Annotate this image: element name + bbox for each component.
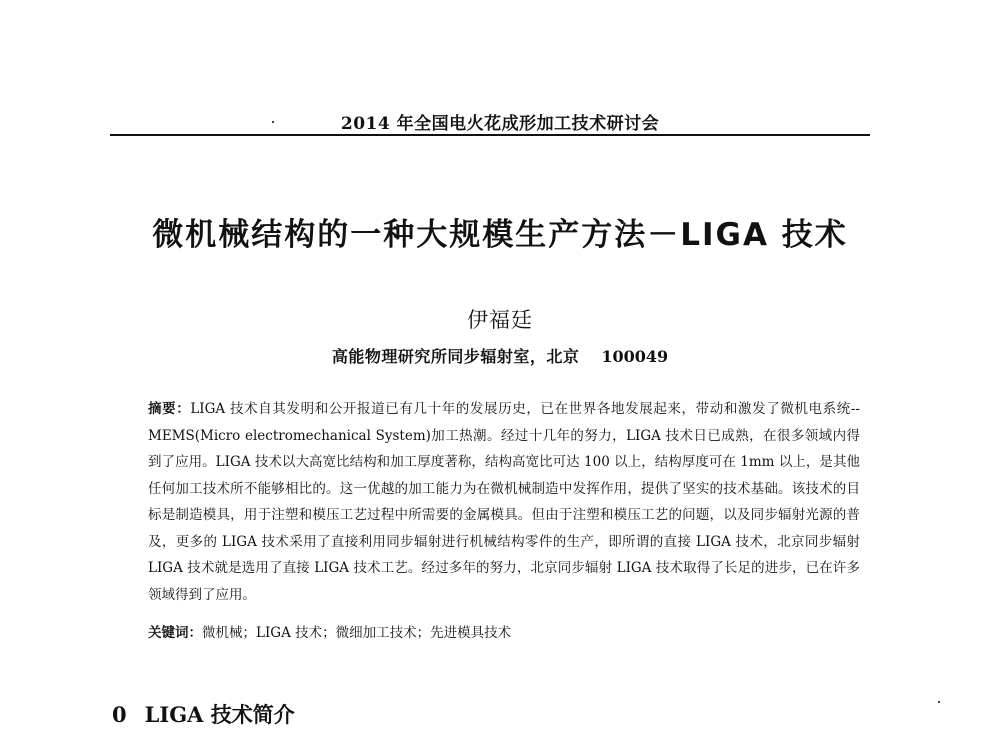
abstract xyxy=(148,396,860,608)
keywords-label: 关键词： xyxy=(148,625,202,641)
affiliation xyxy=(0,344,1000,367)
header-rule xyxy=(110,134,870,136)
section-number: 0 xyxy=(112,702,127,727)
running-header: 2014 年全国电火花成形加工技术研讨会 xyxy=(340,114,660,134)
abstract-label: 摘要： xyxy=(148,401,191,417)
section-heading xyxy=(112,699,295,729)
section-title: LIGA 技术简介 xyxy=(144,702,295,727)
keywords-text: 微机械；LIGA 技术；微细加工技术；先进模具技术 xyxy=(202,625,512,641)
affiliation-institution: 高能物理研究所同步辐射室，北京 xyxy=(331,347,580,366)
paper-title: 微机械结构的一种大规模生产方法－LIGA 技术 xyxy=(152,217,848,253)
keywords xyxy=(148,622,860,644)
scan-speck-right xyxy=(938,701,940,703)
author-name: 伊福廷 xyxy=(467,308,533,332)
abstract-text: LIGA 技术自其发明和公开报道已有几十年的发展历史，已在世界各地发展起来，带动和激发了微机电系统--MEMS(Micro electromechanical System)加工热潮。经过十几年的努力，LIGA 技术日已成熟，在很多领域内得到了应用。LIGA 技术以大高宽比结构和加工厚度著称，结构高宽比可达 100 以上，结构厚度可在 1mm 以上，是其他任何加工技术所不能够相比的。这一优越的加工能力为在微机械制造中发挥作用，提供了坚实的技术基础。该技术的目标是制造模具，用于注塑和模压工艺过程中所需要的金属模具。但由于注塑和模压工艺的问题，以及同步辐射光源的普及，更多的 LIGA 技术采用了直接利用同步辐射进行机械结构零件的生产，即所谓的直接 LIGA 技术，北京同步辐射 LIGA 技术就是选用了直接 LIGA 技术工艺。经过多年的努力，北京同步辐射 LIGA 技术取得了长足的进步，已在许多领域得到了应用。 xyxy=(148,401,860,603)
affiliation-postcode: 100049 xyxy=(601,347,669,366)
